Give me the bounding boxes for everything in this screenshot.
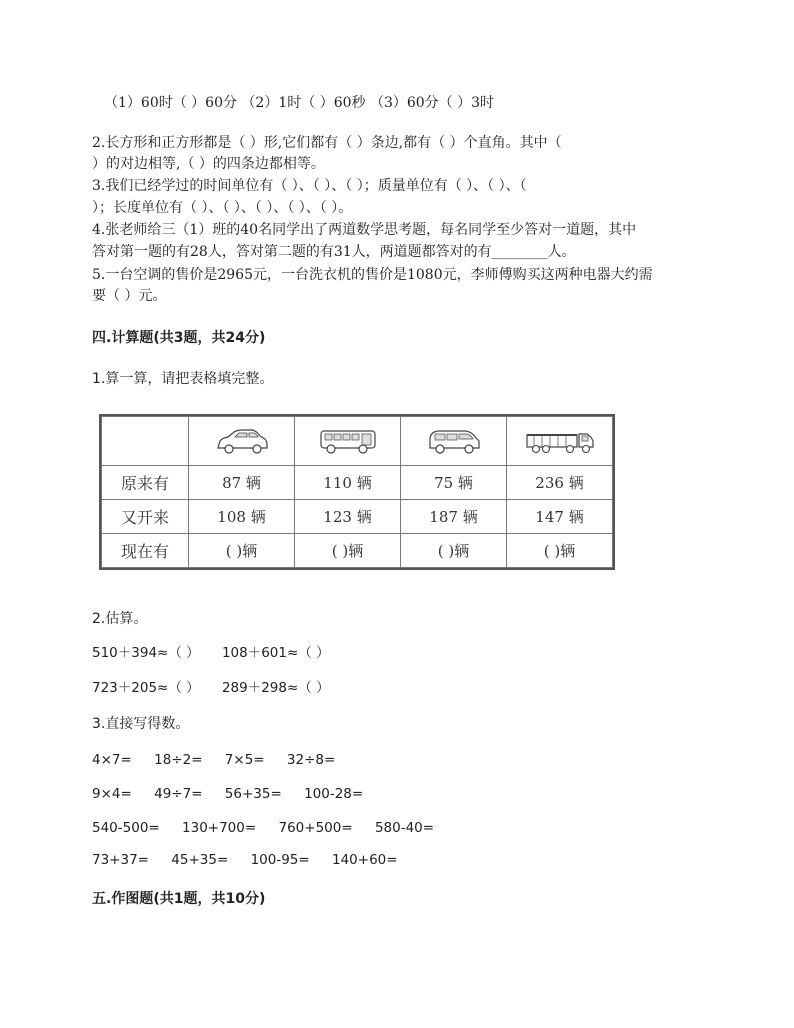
q3-line-1: 3.我们已经学过的时间单位有（ ）、（ ）、（ ）；质量单位有（ ）、（ ）、（: [92, 178, 527, 194]
q3-line-2: ）；长度单位有（ ）、（ ）、（ ）、（ ）、（ ）。: [92, 200, 353, 216]
direct-item: 18÷2=: [154, 752, 203, 768]
direct-item: 4×7=: [92, 752, 132, 768]
table-row: [102, 500, 613, 534]
estimate-item: 723＋205≈（ ）: [92, 680, 200, 696]
estimate-row: [92, 678, 330, 698]
table-header-row: [102, 417, 613, 466]
truck-icon: [524, 426, 596, 456]
direct-item: 7×5=: [224, 752, 265, 768]
estimate-item: 510＋394≈（ ）: [92, 645, 200, 661]
direct-row: [92, 750, 335, 770]
table-corner-cell: [102, 417, 189, 466]
q4-line-1: 4.张老师给三（1）班的40名同学出了两道数学思考题，每名同学至少答对一道题，其中: [92, 222, 637, 238]
answer-cell[interactable]: ( )辆: [189, 534, 295, 568]
table-cell: 123 辆: [295, 500, 401, 534]
calc-q1-title: 1.算一算，请把表格填完整。: [92, 371, 274, 387]
direct-item: 100-28=: [304, 786, 364, 802]
direct-row: [92, 784, 363, 804]
direct-item: 56+35=: [224, 786, 282, 802]
car-icon: [214, 426, 270, 456]
row-label: 原来有: [102, 466, 189, 500]
estimate-row: [92, 643, 330, 663]
estimate-item: 289＋298≈（ ）: [221, 680, 330, 696]
calc-q3-title: 3.直接写得数。: [92, 716, 190, 732]
answer-cell[interactable]: ( )辆: [295, 534, 401, 568]
table-cell: 110 辆: [295, 466, 401, 500]
direct-row: [92, 850, 398, 870]
direct-item: 100-95=: [250, 852, 310, 868]
q2-line-2: ）的对边相等,（ ）的四条边都相等。: [92, 156, 325, 172]
table-row: [102, 466, 613, 500]
table-cell: 187 辆: [401, 500, 507, 534]
direct-item: 45+35=: [171, 852, 229, 868]
row-label: 现在有: [102, 534, 189, 568]
table-cell: 87 辆: [189, 466, 295, 500]
vehicle-table: [99, 414, 615, 570]
q1-comparison-line: （1）60时（ ）60分 （2）1时（ ）60秒 （3）60分（ ）3时: [104, 95, 495, 111]
direct-item: 130+700=: [182, 820, 257, 836]
van-column-header: [401, 417, 507, 466]
direct-item: 580-40=: [374, 820, 435, 836]
direct-item: 540-500=: [92, 820, 160, 836]
table-row: [102, 534, 613, 568]
van-icon: [426, 426, 482, 456]
direct-item: 760+500=: [278, 820, 353, 836]
q2-line-1: 2.长方形和正方形都是（ ）形,它们都有（ ）条边,都有（ ）个直角。其中（: [92, 135, 562, 151]
answer-cell[interactable]: ( )辆: [507, 534, 613, 568]
direct-row: [92, 818, 434, 838]
bus-icon: [318, 426, 378, 456]
estimate-item: 108＋601≈（ ）: [221, 645, 330, 661]
direct-item: 9×4=: [92, 786, 132, 802]
table-cell: 147 辆: [507, 500, 613, 534]
row-label: 又开来: [102, 500, 189, 534]
direct-item: 32÷8=: [286, 752, 336, 768]
q5-line-2: 要（ ）元。: [92, 288, 167, 304]
table-cell: 75 辆: [401, 466, 507, 500]
answer-cell[interactable]: ( )辆: [401, 534, 507, 568]
calc-q2-title: 2.估算。: [92, 611, 148, 627]
q5-line-1: 5.一台空调的售价是2965元，一台洗衣机的售价是1080元，李师傅购买这两种电器大约需: [92, 267, 653, 283]
q4-line-2: 答对第一题的有28人，答对第二题的有31人，两道题都答对的有________人。: [92, 244, 576, 260]
table-cell: 108 辆: [189, 500, 295, 534]
truck-column-header: [507, 417, 613, 466]
direct-item: 49÷7=: [154, 786, 203, 802]
bus-column-header: [295, 417, 401, 466]
section-4-title: 四.计算题(共3题，共24分): [92, 330, 266, 346]
direct-item: 73+37=: [92, 852, 149, 868]
section-5-title: 五.作图题(共1题，共10分): [92, 891, 266, 907]
table-cell: 236 辆: [507, 466, 613, 500]
direct-item: 140+60=: [332, 852, 398, 868]
car-column-header: [189, 417, 295, 466]
